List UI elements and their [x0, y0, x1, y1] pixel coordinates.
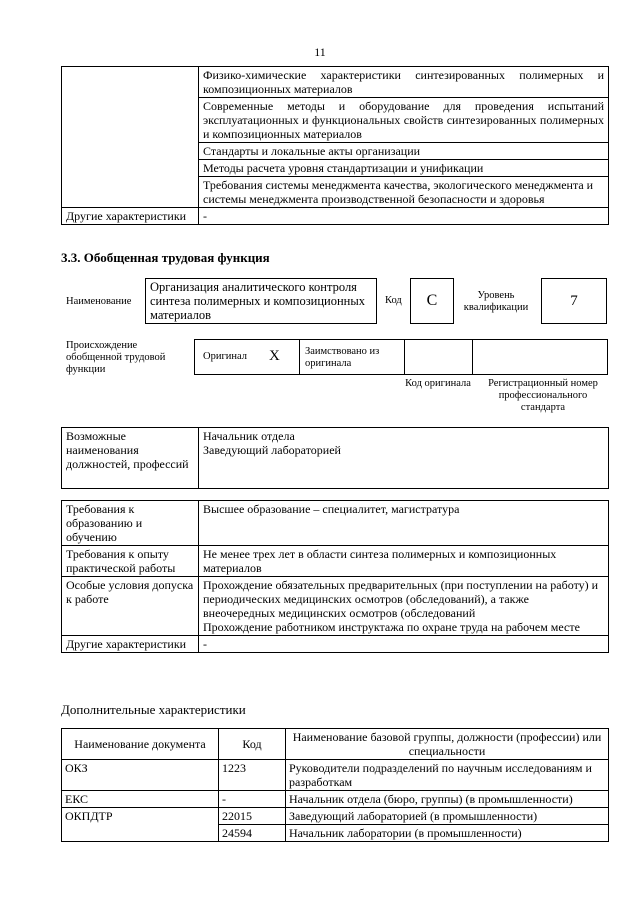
doc-cell: ЕКС [62, 791, 219, 808]
table-row [62, 67, 609, 98]
requirement-label: Требования к образованию и обучению [62, 501, 199, 546]
header-cell: Наименование документа [62, 729, 219, 760]
divider [299, 340, 300, 374]
level-value-box: 7 [541, 278, 607, 324]
code-cell: 22015 [219, 808, 286, 825]
code-label: Код [385, 295, 402, 306]
table-cell: Стандарты и локальные акты организации [199, 143, 609, 160]
positions-values [199, 428, 609, 489]
requirement-value: Высшее образование – специалитет, магистратура [199, 501, 609, 546]
requirement-value: - [199, 636, 609, 653]
code-cell: - [219, 791, 286, 808]
code-cell: 24594 [219, 825, 286, 842]
name-cell: Начальник отдела (бюро, группы) (в промышленности) [286, 791, 609, 808]
additional-title: Дополнительные характеристики [61, 702, 246, 717]
function-name-box: Организация аналитического контроля синтеза полимерных и композиционных материалов [145, 278, 377, 324]
table-row [62, 760, 609, 791]
divider [472, 340, 473, 374]
requirement-text: Прохождение обязательных предварительных (при поступлении на работу) и периодических медицинских осмотров (обследований), а также внеочередных медицинских осмотров (обследований [203, 578, 599, 620]
original-label: Оригинал [203, 351, 247, 362]
section-title: 3.3. Обобщенная трудовая функция [61, 250, 270, 265]
position-item: Заведующий лабораторией [203, 443, 341, 457]
table-row [62, 577, 609, 636]
header-cell: Код [219, 729, 286, 760]
reg-caption: Регистрационный номер профессионального стандарта [488, 378, 598, 413]
other-characteristics-value: - [199, 208, 609, 225]
original-mark: X [269, 348, 280, 364]
requirement-value [199, 577, 609, 636]
table-row [62, 808, 609, 825]
code-caption: Код оригинала [405, 378, 471, 389]
code-cell: 1223 [219, 760, 286, 791]
borrowed-label: Заимствовано из оригинала [305, 346, 380, 369]
table-row [62, 428, 609, 489]
requirement-label: Требования к опыту практической работы [62, 546, 199, 577]
requirement-label: Особые условия допуска к работе [62, 577, 199, 636]
doc-cell: ОКПДТР [62, 808, 219, 842]
header-cell: Наименование базовой группы, должности (профессии) или специальности [286, 729, 609, 760]
additional-table [61, 728, 609, 842]
positions-label: Возможные наименования должностей, профессий [62, 428, 199, 489]
table-cell: Методы расчета уровня стандартизации и унификации [199, 160, 609, 177]
requirement-text: Прохождение работником инструктажа по охране труда на рабочем месте [203, 620, 580, 634]
table-cell: Физико-химические характеристики синтезированных полимерных и композиционных материалов [199, 67, 609, 98]
name-label: Наименование [66, 296, 132, 307]
other-characteristics-label: Другие характеристики [62, 208, 199, 225]
page-number: 11 [314, 45, 326, 59]
table-header-row [62, 729, 609, 760]
doc-cell: ОКЗ [62, 760, 219, 791]
table-row [62, 791, 609, 808]
origin-box [194, 339, 608, 375]
table-cell: Современные методы и оборудование для проведения испытаний эксплуатационных и функциональных свойств синтезированных полимерных и композиционных материалов [199, 98, 609, 143]
table-row [62, 636, 609, 653]
name-cell: Руководители подразделений по научным исследованиям и разработкам [286, 760, 609, 791]
level-label: Уровень квалификации [463, 290, 529, 313]
table-row [62, 546, 609, 577]
name-cell: Заведующий лабораторией (в промышленности) [286, 808, 609, 825]
function-code-box: C [410, 278, 454, 324]
requirement-value: Не менее трех лет в области синтеза полимерных и композиционных материалов [199, 546, 609, 577]
divider [404, 340, 405, 374]
knowledge-table [61, 66, 609, 225]
table-row [62, 208, 609, 225]
empty-label-cell [62, 67, 199, 208]
table-row [62, 501, 609, 546]
positions-table [61, 427, 609, 489]
position-item: Начальник отдела [203, 429, 295, 443]
origin-label: Происхождение обобщенной трудовой функции [66, 340, 166, 375]
requirements-table [61, 500, 609, 653]
name-cell: Начальник лаборатории (в промышленности) [286, 825, 609, 842]
table-cell: Требования системы менеджмента качества, экологического менеджмента и системы менеджмента производственной безопасности и здоровья [199, 177, 609, 208]
requirement-label: Другие характеристики [62, 636, 199, 653]
